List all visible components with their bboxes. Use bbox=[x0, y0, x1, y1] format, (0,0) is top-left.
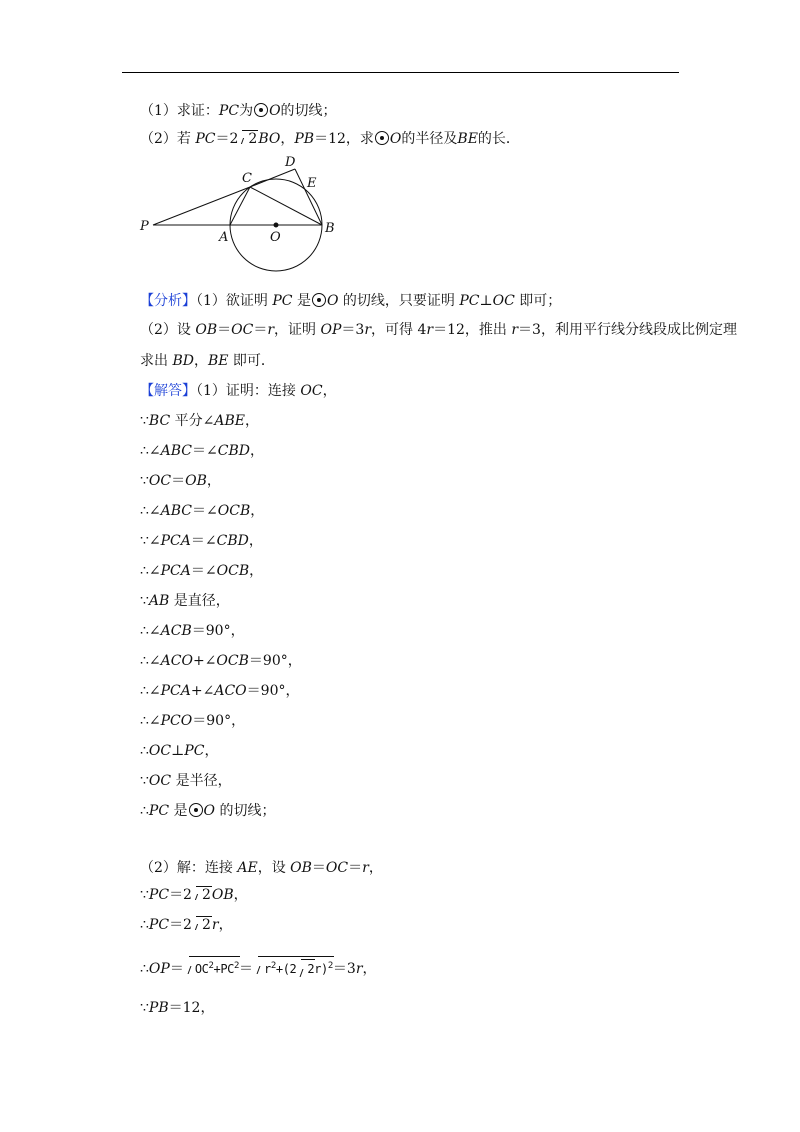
part2-line-2: ∵PC＝2 2OB， bbox=[140, 887, 248, 903]
analysis-line-3: 求出 BD，BE 即可． bbox=[140, 353, 275, 369]
step-1: ∵BC 平分∠ABE， bbox=[140, 413, 259, 429]
label-e: E bbox=[307, 176, 317, 191]
sqrt-symbol: $OC^2+PC^2$ bbox=[184, 956, 239, 979]
analysis-line-1: 【分析】（1）欲证明 PC 是 O 的切线，只要证明 PC⊥OC 即可； bbox=[140, 293, 562, 309]
label-a: A bbox=[219, 230, 229, 245]
label-o: O bbox=[270, 230, 281, 245]
segment-ca bbox=[230, 187, 250, 225]
part2-line-5: ∵PB＝12， bbox=[140, 1000, 215, 1016]
solution-tag: 【解答】 bbox=[140, 383, 196, 399]
step-5: ∵∠PCA＝∠CBD， bbox=[140, 533, 263, 549]
geometry-figure bbox=[130, 150, 350, 280]
segment-cb bbox=[250, 187, 322, 225]
step-13: ∵OC 是半径， bbox=[140, 773, 232, 789]
sqrt-symbol: $r^2+(2$ 2r)$^2$ bbox=[253, 956, 333, 979]
step-8: ∴∠ACB＝90°， bbox=[140, 623, 245, 639]
step-9: ∴∠ACO+∠OCB＝90°， bbox=[140, 653, 302, 669]
step-2: ∴∠ABC＝∠CBD， bbox=[140, 443, 264, 459]
analysis-line-2: （2）设 OB＝OC＝r，证明 OP＝3r，可得 4r＝12，推出 r＝3，利用平行线分线段成比例定理 bbox=[140, 322, 737, 338]
step-4: ∴∠ABC＝∠OCB， bbox=[140, 503, 265, 519]
part2-line-1: （2）解：连接 AE，设 OB＝OC＝r， bbox=[140, 860, 383, 876]
sqrt-symbol: 2 bbox=[296, 959, 314, 979]
part2-line-4: ∴OP＝ $OC^2+PC^2= r^2+(2$ 2r)$^2$＝3r， bbox=[140, 956, 377, 979]
step-7: ∵AB 是直径， bbox=[140, 593, 230, 609]
circle-symbol-icon bbox=[254, 103, 268, 117]
center-point bbox=[274, 223, 278, 227]
question-1: （1）求证：PC为 O的切线； bbox=[140, 103, 337, 119]
header-rule bbox=[122, 72, 679, 73]
step-6: ∴∠PCA＝∠OCB， bbox=[140, 563, 264, 579]
circle-symbol-icon bbox=[375, 131, 389, 145]
label-b: B bbox=[325, 221, 335, 236]
part2-line-3: ∴PC＝2 2r， bbox=[140, 917, 233, 933]
label-p: P bbox=[140, 219, 149, 234]
step-11: ∴∠PCO＝90°， bbox=[140, 713, 246, 729]
sqrt-symbol: 2 bbox=[238, 129, 257, 149]
sqrt-symbol: 2 bbox=[192, 915, 211, 935]
step-14: ∴PC 是 O 的切线； bbox=[140, 803, 276, 819]
label-c: C bbox=[242, 171, 252, 186]
segment-cd bbox=[250, 169, 295, 187]
circle-symbol-icon bbox=[312, 293, 326, 307]
solution-line-1: 【解答】（1）证明：连接 OC， bbox=[140, 383, 337, 399]
question-2: （2）若 PC＝2 2BO，PB＝12，求 O的半径及BE的长． bbox=[140, 131, 520, 147]
tangent-pc bbox=[153, 187, 250, 225]
circle-symbol-icon bbox=[189, 803, 203, 817]
step-12: ∴OC⊥PC， bbox=[140, 743, 219, 759]
label-d: D bbox=[285, 155, 296, 170]
step-3: ∵OC＝OB， bbox=[140, 473, 221, 489]
step-10: ∴∠PCA+∠ACO＝90°， bbox=[140, 683, 300, 699]
sqrt-symbol: 2 bbox=[192, 885, 211, 905]
analysis-tag: 【分析】 bbox=[140, 293, 196, 309]
